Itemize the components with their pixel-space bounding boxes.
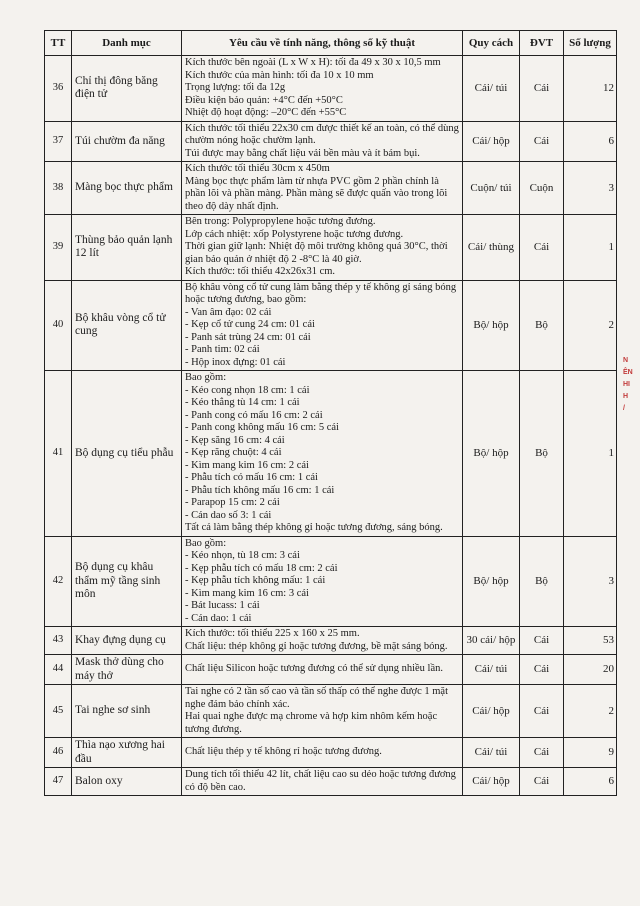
row-number: 39 [45, 215, 72, 281]
item-packaging: Cái/ hộp [463, 685, 520, 738]
item-specification [182, 215, 463, 281]
item-unit: Bộ [520, 536, 564, 627]
spec-line: - Kẹp phẫu tích không mấu: 1 cái [185, 575, 326, 586]
table-row [45, 280, 617, 371]
item-specification [182, 738, 463, 768]
item-name: Chỉ thị đông băng điện tử [72, 56, 182, 122]
item-packaging: Bộ/ hộp [463, 536, 520, 627]
spec-line: - Cán dao số 3: 1 cái [185, 509, 272, 521]
item-packaging: Cái/ hộp [463, 121, 520, 162]
spec-line: - Panh tim: 02 cái [185, 344, 260, 355]
table-body [45, 56, 617, 796]
item-name: Khay đựng dụng cụ [72, 627, 182, 655]
table-row [45, 121, 617, 162]
row-number: 42 [45, 536, 72, 627]
item-name: Túi chườm đa năng [72, 121, 182, 162]
row-number: 40 [45, 280, 72, 371]
item-specification [182, 280, 463, 371]
item-unit: Cái [520, 56, 564, 122]
spec-line: Chất liệu: thép không gỉ hoặc tương đương, bề mặt sáng bóng. [185, 640, 448, 652]
item-unit: Cuộn [520, 162, 564, 215]
spec-line: - Kìm mang kim 16 cm: 2 cái [185, 459, 309, 471]
header-danh-muc: Danh mục [72, 31, 182, 56]
item-unit: Cái [520, 121, 564, 162]
spec-line: Dung tích tối thiểu 42 lít, chất liệu cao su dẻo hoặc tương đương có độ bền cao. [185, 769, 456, 793]
item-packaging: Bộ/ hộp [463, 371, 520, 537]
spec-line: Tai nghe có 2 tần số cao và tần số thấp có thể nghe được 1 mặt nghe đảm bảo chính xác. [185, 686, 449, 710]
item-packaging: Cuộn/ túi [463, 162, 520, 215]
spec-line: - Panh cong có mấu 16 cm: 2 cái [185, 409, 323, 421]
spec-line: - Phẫu tích có mấu 16 cm: 1 cái [185, 472, 318, 483]
spec-line: - Kẹp răng chuột: 4 cái [185, 447, 282, 458]
spec-line: - Kéo cong nhọn 18 cm: 1 cái [185, 384, 310, 396]
table-header-row [45, 31, 617, 56]
item-name: Bộ khâu vòng cổ tử cung [72, 280, 182, 371]
row-number: 37 [45, 121, 72, 162]
spec-line: Túi được may bằng chất liệu vải bền màu và ít bám bụi. [185, 147, 420, 159]
spec-line: Nhiệt độ hoạt động: –20°C đến +55°C [185, 107, 347, 118]
header-tt: TT [45, 31, 72, 56]
spec-line: Bên trong: Polypropylene hoặc tương đương. [185, 216, 376, 227]
spec-line: Trọng lượng: tối đa 12g [185, 82, 286, 93]
item-name: Thìa nạo xương hai đầu [72, 738, 182, 768]
spec-line: - Kẹp săng 16 cm: 4 cái [185, 434, 285, 446]
row-number: 46 [45, 738, 72, 768]
table-row [45, 627, 617, 655]
item-quantity: 20 [564, 655, 617, 685]
row-number: 38 [45, 162, 72, 215]
spec-line: Lớp cách nhiệt: xốp Polystyrene hoặc tương đương. [185, 228, 404, 240]
item-packaging: Cái/ túi [463, 655, 520, 685]
item-specification [182, 627, 463, 655]
spec-line: - Hộp inox đựng: 01 cái [185, 356, 286, 368]
row-number: 44 [45, 655, 72, 685]
item-specification [182, 655, 463, 685]
header-quy-cach: Quy cách [463, 31, 520, 56]
row-number: 47 [45, 768, 72, 796]
spec-line: Kích thước tối thiểu 30cm x 450m [185, 163, 330, 174]
spec-line: - Cán dao: 1 cái [185, 612, 252, 624]
table-row [45, 685, 617, 738]
item-name: Mask thở dùng cho máy thở [72, 655, 182, 685]
spec-line: Chất liệu Silicon hoặc tương đương có thể sử dụng nhiều lần. [185, 663, 443, 675]
spec-line: Hai quai nghe được mạ chrome và hợp kim nhôm kếm hoặc tương đương. [185, 711, 438, 735]
item-specification [182, 121, 463, 162]
red-stamp-fragment [623, 355, 640, 455]
item-specification [182, 56, 463, 122]
spec-line: - Kéo thẳng tù 14 cm: 1 cái [185, 397, 300, 408]
spec-line: Chất liệu thép y tế không rỉ hoặc tương đương. [185, 746, 382, 758]
spec-line: - Panh cong không mấu 16 cm: 5 cái [185, 422, 339, 433]
item-specification [182, 685, 463, 738]
item-quantity: 1 [564, 371, 617, 537]
row-number: 43 [45, 627, 72, 655]
row-number: 45 [45, 685, 72, 738]
item-unit: Cái [520, 655, 564, 685]
item-quantity: 6 [564, 768, 617, 796]
item-quantity: 1 [564, 215, 617, 281]
stamp-text: / [623, 405, 625, 412]
spec-line: Điều kiện bảo quản: +4°C đến +50°C [185, 94, 343, 106]
item-quantity: 53 [564, 627, 617, 655]
table-row [45, 536, 617, 627]
stamp-text: H [623, 393, 629, 400]
item-name: Màng bọc thực phẩm [72, 162, 182, 215]
item-quantity: 2 [564, 685, 617, 738]
item-packaging: Cái/ túi [463, 738, 520, 768]
item-name: Balon oxy [72, 768, 182, 796]
spec-line: - Panh sát trùng 24 cm: 01 cái [185, 331, 311, 343]
item-specification [182, 371, 463, 537]
item-unit: Bộ [520, 371, 564, 537]
item-quantity: 9 [564, 738, 617, 768]
item-specification [182, 536, 463, 627]
table-row [45, 655, 617, 685]
item-name: Tai nghe sơ sinh [72, 685, 182, 738]
item-packaging: Cái/ túi [463, 56, 520, 122]
item-quantity: 2 [564, 280, 617, 371]
table-row [45, 738, 617, 768]
item-packaging: Cái/ hộp [463, 768, 520, 796]
table-row [45, 56, 617, 122]
row-number: 41 [45, 371, 72, 537]
spec-line: Bộ khâu vòng cổ tử cung làm bằng thép y tế không gỉ sáng bóng hoặc tương đương, bao gồm: [185, 281, 457, 305]
item-packaging: Cái/ thùng [463, 215, 520, 281]
stamp-text: HI [623, 381, 630, 388]
item-specification [182, 768, 463, 796]
spec-line: Kích thước của màn hình: tối đa 10 x 10 mm [185, 69, 374, 81]
item-unit: Cái [520, 738, 564, 768]
procurement-table-page [44, 30, 616, 796]
specification-table [44, 30, 617, 796]
item-quantity: 3 [564, 162, 617, 215]
spec-line: - Kìm mang kim 16 cm: 3 cái [185, 587, 309, 599]
row-number: 36 [45, 56, 72, 122]
spec-line: - Kẹp phẫu tích có mấu 18 cm: 2 cái [185, 562, 338, 574]
stamp-text: ÊN [623, 369, 633, 376]
spec-line: Màng bọc thực phẩm làm từ nhựa PVC gồm 2 phần chính là phần lõi và phần màng. Phần màng sẽ được quấn vào trong lõi theo độ dày nhất định. [185, 175, 448, 212]
table-row [45, 162, 617, 215]
table-row [45, 768, 617, 796]
header-yeu-cau: Yêu cầu về tính năng, thông số kỹ thuật [182, 31, 463, 56]
item-packaging: 30 cái/ hộp [463, 627, 520, 655]
spec-line: Bao gồm: [185, 372, 227, 383]
item-name: Thùng bảo quản lạnh 12 lít [72, 215, 182, 281]
item-quantity: 3 [564, 536, 617, 627]
spec-line: - Kẹp cổ tử cung 24 cm: 01 cái [185, 319, 315, 330]
item-unit: Bộ [520, 280, 564, 371]
item-quantity: 6 [564, 121, 617, 162]
item-unit: Cái [520, 685, 564, 738]
spec-line: Tất cả làm bằng thép không gỉ hoặc tương đương, sáng bóng. [185, 522, 443, 533]
spec-line: Kích thước bên ngoài (L x W x H): tối đa 49 x 30 x 10,5 mm [185, 57, 441, 68]
item-unit: Cái [520, 768, 564, 796]
item-specification [182, 162, 463, 215]
spec-line: Kích thước: tối thiểu 225 x 160 x 25 mm. [185, 628, 360, 639]
spec-line: - Phẫu tích không mấu 16 cm: 1 cái [185, 484, 335, 496]
item-name: Bộ dụng cụ tiểu phẫu [72, 371, 182, 537]
spec-line: - Parapop 15 cm: 2 cái [185, 497, 280, 508]
item-packaging: Bộ/ hộp [463, 280, 520, 371]
table-row [45, 371, 617, 537]
table-row [45, 215, 617, 281]
stamp-text: N [623, 357, 629, 364]
item-unit: Cái [520, 627, 564, 655]
spec-line: Thời gian giữ lạnh: Nhiệt độ môi trường không quá 30°C, thời gian bảo quản ở nhiệt độ 2 -8°C là 40 giờ. [185, 241, 448, 265]
spec-line: - Van âm đạo: 02 cái [185, 306, 272, 318]
spec-line: Kích thước: tối thiểu 42x26x31 cm. [185, 266, 336, 277]
spec-line: Kích thước tối thiểu 22x30 cm được thiết kế an toàn, có thể dùng chườm nóng hoặc chườm lạnh. [185, 122, 459, 146]
spec-line: - Kéo nhọn, tù 18 cm: 3 cái [185, 550, 300, 561]
item-quantity: 12 [564, 56, 617, 122]
spec-line: - Bát lucass: 1 cái [185, 600, 260, 611]
spec-line: Bao gồm: [185, 537, 227, 549]
header-dvt: ĐVT [520, 31, 564, 56]
item-name: Bộ dụng cụ khâu thẩm mỹ tầng sinh môn [72, 536, 182, 627]
header-so-luong: Số lượng [564, 31, 617, 56]
item-unit: Cái [520, 215, 564, 281]
